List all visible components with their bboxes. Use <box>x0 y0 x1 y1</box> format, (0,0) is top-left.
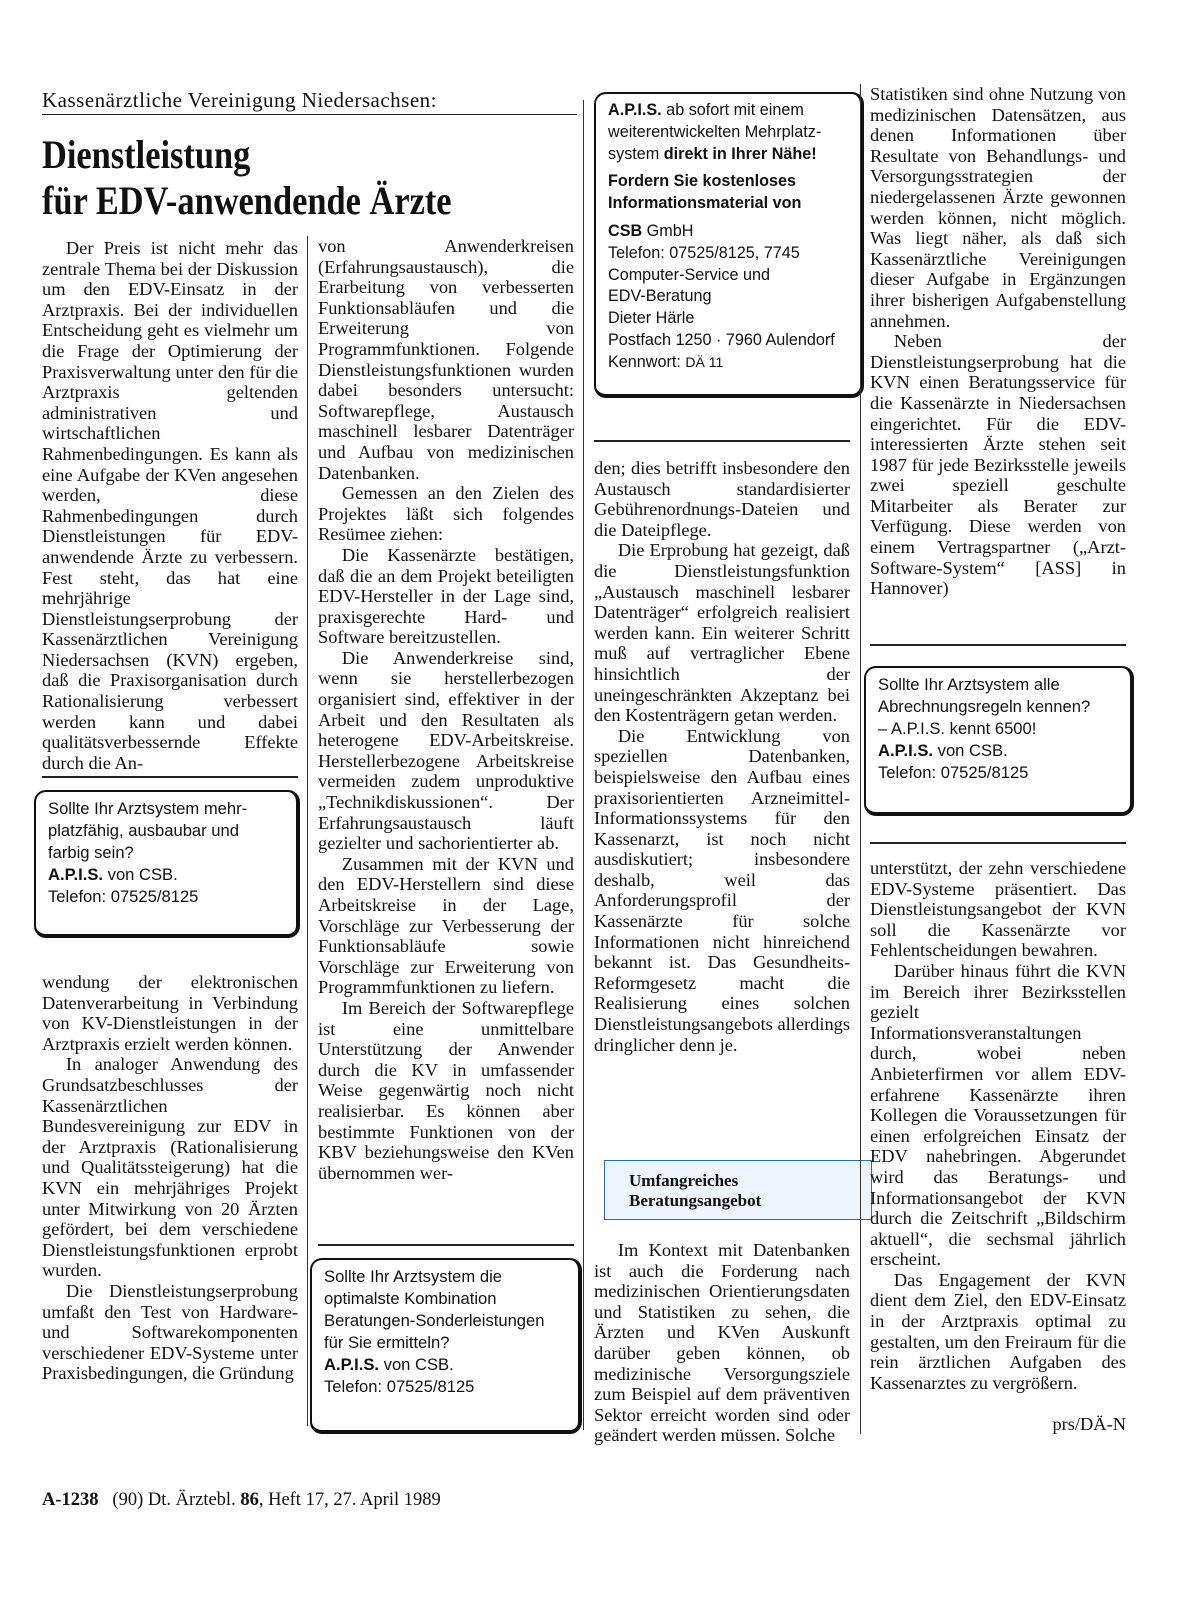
column-4-bottom <box>870 858 1126 1393</box>
headline-line-1: Dienstleistung <box>42 132 251 177</box>
paragraph: Die Anwenderkreise sind, wenn sie herstellerbezogen organisiert sind, effektiver in der Arbeit und den Resultaten als heterogene EDV-Arbeitskreise. Herstellerbezogene Arbeitskreise vermeiden zudem unproduktive „Technikdiskussionen“. Der Erfahrungsaustausch läuft gezielter und sachorientierter ab. <box>318 647 574 854</box>
column-divider-3 <box>860 84 861 1434</box>
ad-top-kennwort: DÄ 11 <box>685 353 724 370</box>
ad-col2-line-4: für Sie ermitteln? <box>324 1333 450 1352</box>
paragraph: Die Dienstleistungserprobung umfaßt den Test von Hardware- und Softwarekomponenten verschiedener EDV-Systeme unter Praxisbedingungen, die Gründung <box>42 1280 298 1384</box>
column-divider-2 <box>583 100 584 1430</box>
ad-col1-brand-rest: von CSB. <box>103 865 178 884</box>
headline-line-2: für EDV-anwendende Ärzte <box>42 178 452 223</box>
paragraph: den; dies betrifft insbesondere den Austausch standardisierter Gebührenordnungs-Dateien und die Dateipflege. <box>594 458 850 540</box>
column-4-rule <box>870 644 1126 646</box>
paragraph: Der Preis ist nicht mehr das zentrale Thema bei der Diskussion um den EDV-Einsatz in der Arztpraxis. Bei der individuellen Entscheidung geht es vielmehr um die Frage der Optimierung der Praxisverwaltung unter den für die Arztpraxis geltenden administrativen und wirtschaftlichen Rahmenbedingungen. Es kann als eine Aufgabe der KVen angesehen werden, diese Rahmenbedingungen durch Dienstleistungen für EDV-anwendende Ärzte zu verbessern. Fest steht, das hat eine mehrjährige Dienstleistungserprobung der Kassenärztlichen Vereinigung Niedersachsen (KVN) ergeben, daß die Praxisorganisation durch Rationalisierung verbessert werden kann und dabei qualitätsverbessernde Effekte durch die An- <box>42 238 298 773</box>
ad-top-kennwort-label: Kennwort: <box>608 352 681 371</box>
paragraph: Neben der Dienstleistungserprobung hat die KVN einen Beratungsservice für die Kassenärzte in Niedersachsen eingerichtet. Für die EDV-interessierten Ärzte stehen seit 1987 für jede Bezirksstelle jeweils zwei speziell geschulte Mitarbeiter als Berater zur Verfügung. Diese werden von einem Vertragspartner („Arzt-Software-System“ [ASS] in Hannover) <box>870 331 1126 599</box>
paragraph: Darüber hinaus führt die KVN im Bereich ihrer Bezirksstellen gezielt Informationsveranstaltungen durch, wobei neben Anbieterfirmen vor allem EDV-erfahrene Kassenärzte ihren Kollegen die Voraussetzungen für einen erfolgreichen Einsatz der EDV nahebringen. Abgerundet wird das Beratungs- und Informationsangebot der KVN durch die Zeitschrift „Bildschirm aktuell“, die sechsmal jährlich erscheint. <box>870 960 1126 1270</box>
citation-rest: , Heft 17, 27. April 1989 <box>258 1490 441 1510</box>
page-number: A-1238 <box>42 1490 99 1510</box>
ad-top-dept-2: EDV-Beratung <box>608 287 712 306</box>
ad-top-brand: A.P.I.S. <box>608 101 662 119</box>
article-headline <box>42 132 452 224</box>
ad-col4-phone: Telefon: 07525/8125 <box>878 763 1029 782</box>
paragraph: Statistiken sind ohne Nutzung von medizinischen Datensätzen, aus denen Informationen über Resultate von Behandlungs- und Versorgungsstrategien der niedergelassenen Ärzte gewonnen werden können, nicht möglich. Was liegt näher, als daß sich Kassenärztliche Vereinigungen dieser Aufgabe in Ergänzungen ihrer bisherigen Aufgabenstellung annehmen. <box>870 84 1126 331</box>
ad-col4-brand-rest: von CSB. <box>933 741 1008 760</box>
ad-top <box>594 92 864 398</box>
citation: (90) Dt. Ärztebl. <box>112 1490 241 1510</box>
column-3-rule <box>594 440 850 442</box>
column-4-top <box>870 84 1126 599</box>
paragraph: Gemessen an den Zielen des Projektes läßt sich folgendes Resümee ziehen: <box>318 483 574 545</box>
ad-col1-line-3: farbig sein? <box>48 843 134 862</box>
ad-col2-line-1: Sollte Ihr Arztsystem die <box>324 1267 502 1286</box>
ad-top-line-4: Fordern Sie kostenloses <box>608 172 797 191</box>
paragraph: wendung der elektronischen Datenverarbeitung in Verbindung von KV-Dienstleistungen in der Arztpraxis erzielt werden können. <box>42 972 298 1054</box>
page-footer <box>42 1490 441 1511</box>
box-heading: Umfangreiches Beratungsangebot <box>604 1160 872 1220</box>
ad-col2-brand-rest: von CSB. <box>379 1355 454 1374</box>
column-3-top <box>594 458 850 1055</box>
paragraph: Das Engagement der KVN dient dem Ziel, den EDV-Einsatz in der Arztpraxis optimal zu gestalten, um den Freiraum für die rein ärztlichen Aufgaben des Kassenarztes zu vergrößern. <box>870 1269 1126 1393</box>
column-2-rule <box>318 1244 574 1246</box>
paragraph: von Anwenderkreisen (Erfahrungsaustausch), die Erarbeitung von verbesserten Funktionsabläufen und die Erweiterung von Programmfunktionen. Folgende Dienstleistungsfunktionen wurden dabei besonders untersucht: Softwarepflege, Austausch maschinell lesbarer Datenträger und Aufbau von medizinischen Datenbanken. <box>318 236 574 483</box>
column-1-rule <box>42 776 298 778</box>
ad-top-contact: Dieter Härle <box>608 309 695 328</box>
ad-top-line-3-bold: direkt in Ihrer Nähe! <box>663 144 817 163</box>
ad-top-company-rest: GmbH <box>642 221 694 240</box>
ad-col4-brand: A.P.I.S. <box>878 741 934 760</box>
ad-col2-brand: A.P.I.S. <box>324 1355 380 1374</box>
paragraph: unterstützt, der zehn verschiedene EDV-Systeme präsentiert. Das Dienstleistungsangebot der KVN soll die Kassenärzte vor Fehlentscheidungen bewahren. <box>870 858 1126 961</box>
ad-top-phone: Telefon: 07525/8125, 7745 <box>608 243 800 262</box>
ad-top-dept-1: Computer-Service und <box>608 265 770 284</box>
ad-col1-brand: A.P.I.S. <box>48 865 104 884</box>
column-3-bottom <box>594 1240 850 1446</box>
ad-col2-line-3: Beratungen-Sonderleistungen <box>324 1311 545 1330</box>
ad-col1-phone: Telefon: 07525/8125 <box>48 887 199 906</box>
paragraph: Die Kassenärzte bestätigen, daß die an dem Projekt beteiligten EDV-Hersteller in der Lage sind, praxisgerechte Hard- und Software bereitzustellen. <box>318 544 574 648</box>
ad-col1 <box>34 790 300 938</box>
ad-col1-line-2: platzfähig, ausbaubar und <box>48 821 239 840</box>
article-kicker: Kassenärztliche Vereinigung Niedersachsen: <box>42 88 577 115</box>
ad-col4-line-1: Sollte Ihr Arztsystem alle <box>878 675 1060 694</box>
ad-top-line-3: system <box>608 144 664 163</box>
ad-top-line-1: ab sofort mit einem <box>661 101 804 119</box>
ad-top-company: CSB <box>608 221 643 240</box>
paragraph: Die Entwicklung von speziellen Datenbanken, beispielsweise den Aufbau eines praxisorientierten Arzneimittel-Informationssystems für den Kassenarzt, ist noch nicht ausdiskutiert; insbesondere deshalb, weil das Anforderungsprofil der Kassenärzte für solche Informationen nicht hinreichend bekannt ist. Das Gesundheits-Reformgesetz macht die Realisierung eines solchen Dienstleistungsangebots allerdings dringlicher denn je. <box>594 725 850 1055</box>
article-signoff: prs/DÄ-N <box>1052 1414 1126 1434</box>
ad-col4 <box>864 666 1134 816</box>
column-1-top <box>42 238 298 773</box>
paragraph: Im Kontext mit Datenbanken ist auch die Forderung nach medizinischen Orientierungsdaten und Statistiken zu sehen, die Ärzten und KVen Auskunft darüber geben können, ob medizinische Versorgungsziele zum Beispiel auf dem präventiven Sektor erreicht worden sind oder geändert werden müssen. Solche <box>594 1240 850 1446</box>
ad-top-line-5: Informationsmaterial von <box>608 194 802 213</box>
ad-top-line-2: weiterentwickelten Mehrplatz- <box>608 122 822 141</box>
citation-volume: 86 <box>240 1490 259 1510</box>
paragraph: In analoger Anwendung des Grundsatzbeschlusses der Kassenärztlichen Bundesvereinigung zur EDV in der Arztpraxis (Rationalisierung und Qualitätssteigerung) hat die KVN ein mehrjähriges Projekt unter Mitwirkung von 20 Ärzten gefördert, bei dem verschiedene Dienstleistungsfunktionen erprobt wurden. <box>42 1054 298 1281</box>
paragraph: Zusammen mit der KVN und den EDV-Herstellern sind diese Arbeitskreise in der Lage, Vorschläge zur Verbesserung der Funktionsabläufe sowie Vorschläge zur Erweiterung von Programmfunktionen zu liefern. <box>318 853 574 998</box>
column-1-bottom <box>42 972 298 1384</box>
ad-col4-line-3: – A.P.I.S. kennt 6500! <box>878 719 1037 738</box>
paragraph: Die Erprobung hat gezeigt, daß die Dienstleistungsfunktion „Austausch maschinell lesbarer Datenträger“ erfolgreich realisiert werden kann. Ein weiterer Schritt muß auf vertraglicher Ebene hinsichtlich der uneingeschränkten Akzeptanz bei den Kostenträgern getan werden. <box>594 540 850 726</box>
paragraph: Im Bereich der Softwarepflege ist eine unmittelbare Unterstützung der Anwender durch die KV in umfassender Weise gegenwärtig noch nicht realisierbar. Es können aber bestimmte Funktionen von der KBV beziehungsweise den KVen übernommen wer- <box>318 997 574 1183</box>
ad-top-postal: Postfach 1250 · 7960 Aulendorf <box>608 330 835 349</box>
ad-col2 <box>310 1258 582 1434</box>
ad-col2-line-2: optimalste Kombination <box>324 1289 497 1308</box>
column-divider-1 <box>307 236 308 1426</box>
ad-col2-phone: Telefon: 07525/8125 <box>324 1377 475 1396</box>
column-4-rule-2 <box>870 842 1126 844</box>
ad-col1-line-1: Sollte Ihr Arztsystem mehr- <box>48 799 248 818</box>
ad-col4-line-2: Abrechnungsregeln kennen? <box>878 697 1091 716</box>
column-2-text <box>318 236 574 1183</box>
